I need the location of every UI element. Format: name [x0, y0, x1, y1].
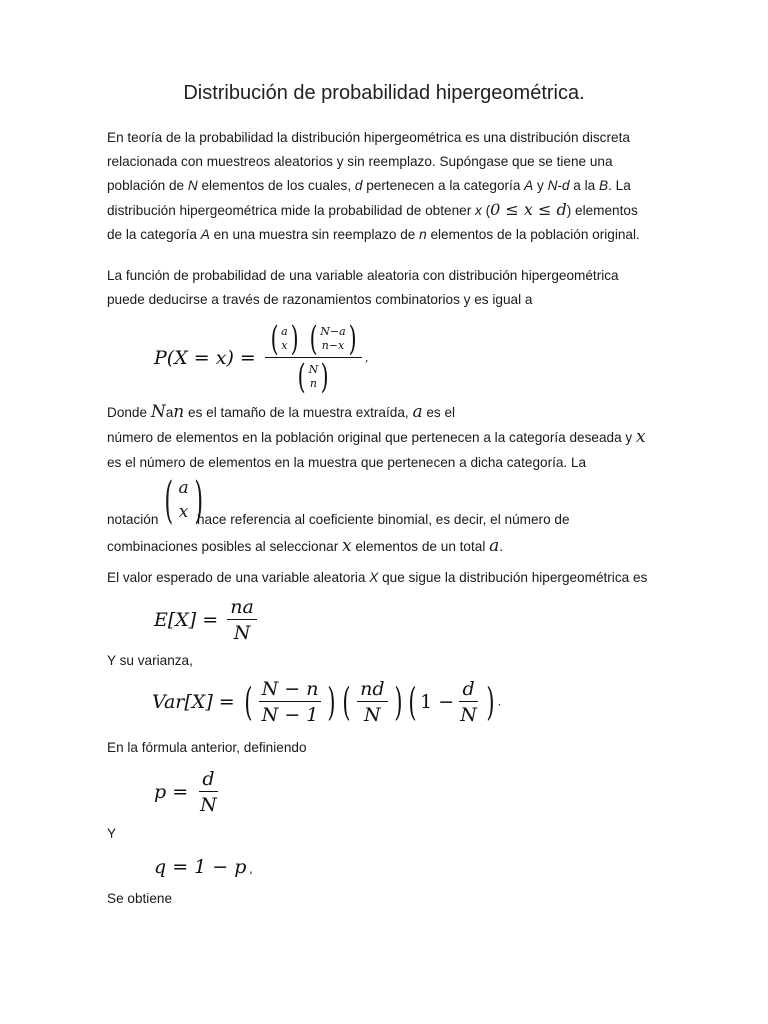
var-B: B [599, 178, 609, 193]
text: es el tamaño de la muestra extraída, [184, 405, 413, 420]
text: de la categoría [107, 227, 201, 242]
q-equation: q = 1 − p [154, 856, 247, 878]
fraction-numerator: N − n [259, 678, 322, 702]
defining-label [107, 736, 667, 760]
text: La función de probabilidad de una variable aleatoria con distribución hipergeométrica [107, 268, 619, 283]
p-fraction [197, 768, 220, 816]
binom-bottom: n [309, 377, 317, 390]
var-x: x [636, 427, 646, 447]
text-line [107, 288, 667, 312]
text-line [107, 534, 667, 559]
binom-Na-nx: ( N−a n−x ) [309, 319, 357, 359]
text: . La [608, 178, 631, 193]
text: número de elementos en la población original que pertenecen a la categoría deseada y [107, 430, 637, 445]
intro-paragraph [107, 126, 667, 247]
notation-line [107, 471, 667, 529]
text-line [107, 425, 667, 450]
text: a [165, 405, 174, 420]
text: Y su varianza, [107, 653, 193, 668]
text: en una muestra sin reemplazo de [209, 227, 420, 242]
comma: , [249, 863, 253, 876]
var-A: A [524, 178, 534, 193]
var-n: n [173, 402, 185, 422]
variance-lhs: Var[X] = [152, 691, 235, 713]
text: hace referencia al coeficiente binomial, es decir, el número de [197, 512, 570, 527]
var-a: a [489, 536, 500, 556]
variance-label [107, 649, 667, 673]
variance-fraction-2 [357, 678, 387, 726]
fraction-numerator: na [227, 596, 257, 620]
binom-top: a [281, 325, 288, 338]
fraction-denominator: N − 1 [261, 704, 319, 726]
function-paragraph [107, 264, 667, 312]
pmf-fraction [265, 319, 362, 397]
binom-top: a [178, 478, 189, 498]
one-minus: 1 − [420, 691, 455, 713]
text: a la [569, 178, 599, 193]
inequality-math: 0 ≤ x ≤ d [490, 200, 567, 219]
and-label [107, 822, 667, 846]
document-title: Distribución de probabilidad hipergeométrica. [183, 82, 585, 104]
binom-a-x: ( a x ) [270, 319, 299, 359]
binom-bottom: x [281, 339, 288, 352]
expected-fraction [227, 596, 257, 644]
binom-a-x-large: ( a x ) [164, 471, 203, 529]
text: combinaciones posibles al seleccionar [107, 539, 342, 554]
expected-value-formula [154, 596, 260, 644]
text: población de [107, 178, 188, 193]
expected-lhs: E[X] = [154, 609, 219, 631]
text: ( [481, 203, 491, 218]
text: notación [107, 512, 159, 527]
var-N: N [187, 178, 198, 193]
text: elementos de los cuales, [197, 178, 355, 193]
text-line [107, 450, 667, 475]
pmf-lhs: P(X = x) = [154, 347, 256, 369]
binom-N-n: ( N n ) [297, 357, 329, 397]
text: es el [422, 405, 456, 420]
var-A: A [200, 227, 210, 242]
pmf-denominator [292, 357, 334, 397]
var-d: d [354, 178, 363, 193]
text: Se obtiene [107, 891, 173, 906]
text-line [107, 126, 667, 150]
variance-fraction-3 [457, 678, 480, 726]
obtains-label [107, 887, 667, 911]
var-x: x [475, 203, 482, 218]
var-x: x [342, 536, 352, 556]
p-formula [154, 768, 223, 816]
fraction-numerator: d [459, 678, 477, 702]
text: elementos de un total [351, 539, 490, 554]
var-X: X [369, 570, 379, 585]
text: es el número de elementos en la muestra que pertenecen a dicha categoría. La [107, 455, 587, 470]
text: distribución hipergeométrica mide la probabilidad de obtener [107, 203, 476, 218]
text: . [499, 539, 504, 554]
text: En teoría de la probabilidad la distribución hipergeométrica es una distribución discreta [107, 130, 630, 145]
text: y [533, 178, 548, 193]
pmf-formula [154, 319, 369, 397]
text-line [107, 264, 667, 288]
variance-formula: Var[X] = ( $\frac{N - n}{N - 1}$ ) ( $\frac{nd}{N}$ ) ( 1 − $\frac{d}{N}$ ) . [152, 678, 502, 726]
variance-fraction-1 [259, 678, 322, 726]
var-N-d: N-d [547, 178, 570, 193]
text: elementos de la población original. [426, 227, 640, 242]
fraction-denominator: N [200, 794, 217, 816]
binom-bottom: n−x [321, 339, 345, 352]
binom-top: N−a [320, 325, 346, 338]
fraction-numerator: d [199, 768, 217, 792]
var-a: a [412, 402, 423, 422]
text-line [107, 174, 667, 198]
fraction-denominator: N [364, 704, 381, 726]
var-N: N [150, 402, 166, 422]
expected-value-text [107, 566, 687, 590]
combinations-line [107, 534, 667, 559]
binom-top: N [308, 363, 319, 376]
text-line [107, 566, 687, 590]
text: Y [107, 826, 117, 841]
comma: , [364, 351, 369, 365]
p-lhs: p = [154, 781, 189, 803]
donde-paragraph [107, 400, 667, 475]
pmf-numerator [265, 319, 362, 359]
text-line [107, 223, 667, 247]
fraction-denominator: N [233, 622, 251, 644]
text-line [107, 198, 667, 223]
text: El valor esperado de una variable aleatoria [107, 570, 370, 585]
text: relacionada con muestreos aleatorios y sin reemplazo. Supóngase que se tiene una [107, 154, 613, 169]
var-n: n [419, 227, 427, 242]
fraction-denominator: N [460, 704, 477, 726]
text-line [107, 400, 667, 425]
text: pertenecen a la categoría [362, 178, 525, 193]
text: puede deducirse a través de razonamientos combinatorios y es igual a [107, 292, 533, 307]
text: que sigue la distribución hipergeométrica es [378, 570, 648, 585]
fraction-numerator: nd [357, 678, 387, 702]
q-formula [154, 856, 253, 878]
text: ) elementos [566, 203, 638, 218]
text-line [107, 150, 667, 174]
binom-bottom: x [178, 502, 189, 522]
text: Donde [107, 405, 151, 420]
period: . [497, 695, 502, 709]
text: En la fórmula anterior, definiendo [107, 740, 307, 755]
